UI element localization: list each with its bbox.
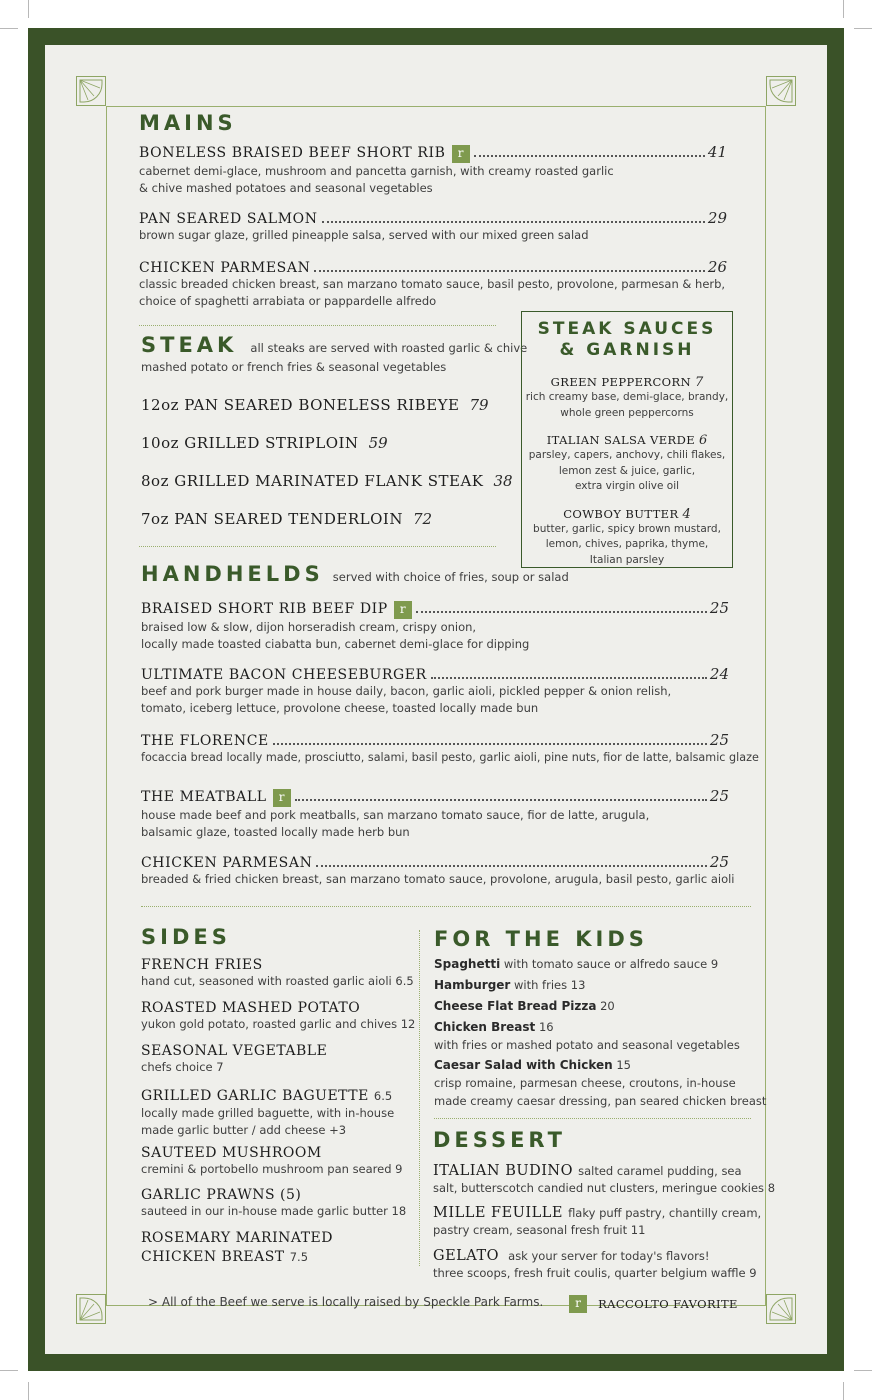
corner-ornament-icon: [76, 1294, 106, 1324]
handheld-item: [141, 665, 729, 717]
sauce-name: GREEN PEPPERCORN: [550, 375, 692, 389]
main-item: [139, 143, 727, 197]
sauces-title: STEAK SAUCES: [537, 319, 717, 339]
item-price: 79: [469, 396, 489, 414]
steak-sauces-box: [521, 311, 733, 568]
item-name: 10oz GRILLED STRIPLOIN: [141, 434, 359, 452]
item-name: CHICKEN PARMESAN: [139, 260, 311, 276]
item-price: 26: [707, 258, 727, 276]
item-desc: locally made toasted ciabatta bun, cabernet demi-glace for dipping: [141, 637, 530, 651]
crop-mark: [28, 0, 29, 18]
side-desc: hand cut, seasoned with roasted garlic aioli 6.5: [141, 974, 414, 988]
sauce-desc: lemon zest & juice, garlic,: [558, 464, 696, 477]
item-name: THE MEATBALL: [141, 789, 267, 805]
divider: [139, 325, 496, 326]
side-desc: yukon gold potato, roasted garlic and chives 12: [141, 1017, 416, 1031]
sauce-desc: whole green peppercorns: [560, 406, 694, 419]
side-name: FRENCH FRIES: [141, 957, 263, 973]
side-desc: cremini & portobello mushroom pan seared 9: [141, 1162, 403, 1176]
dessert-desc: pastry cream, seasonal fresh fruit 11: [433, 1223, 646, 1237]
handheld-item: [141, 787, 729, 841]
side-name: ROSEMARY MARINATED: [141, 1230, 333, 1246]
item-desc: cabernet demi-glace, mushroom and pancetta garnish, with creamy roasted garlic: [139, 164, 614, 178]
dessert-item: [433, 1202, 761, 1239]
item-desc: classic breaded chicken breast, san marzano tomato sauce, basil pesto, provolone, parmesan & herb,: [139, 277, 726, 291]
footer-favorite: [569, 1293, 738, 1313]
item-name: 8oz GRILLED MARINATED FLANK STEAK: [141, 472, 484, 490]
sauce-price: 4: [682, 506, 691, 522]
dessert-desc: three scoops, fresh fruit coulis, quarter belgium waffle 9: [433, 1266, 757, 1280]
leader-dots: [314, 270, 704, 272]
leader-dots: [474, 155, 705, 157]
item-desc: brown sugar glaze, grilled pineapple salsa, served with our mixed green salad: [139, 228, 589, 242]
raccolto-badge-icon: r: [569, 1295, 587, 1313]
leader-dots: [431, 677, 707, 679]
item-desc: focaccia bread locally made, prosciutto, salami, basil pesto, garlic aioli, pine nuts, fior de latte, balsamic glaze: [141, 751, 759, 764]
dessert-item: [433, 1245, 757, 1282]
handhelds-header: [141, 562, 569, 586]
handhelds-note: served with choice of fries, soup or salad: [332, 570, 569, 584]
kid-desc: 15: [616, 1058, 631, 1072]
kid-desc: 16: [538, 1020, 554, 1034]
kid-item: [434, 997, 615, 1015]
side-item: [141, 1085, 394, 1139]
sides-title: SIDES: [141, 925, 231, 949]
dessert-name: MILLE FEUILLE: [433, 1205, 563, 1221]
item-price: 29: [707, 209, 727, 227]
item-desc: breaded & fried chicken breast, san marzano tomato sauce, provolone, arugula, basil pesto, garlic aioli: [141, 872, 735, 886]
side-name: GARLIC PRAWNS (5): [141, 1187, 302, 1203]
kid-item: [434, 1056, 766, 1110]
side-price: 7.5: [289, 1250, 309, 1264]
kid-name: Spaghetti: [434, 957, 501, 971]
raccolto-badge-icon: r: [273, 789, 291, 807]
side-desc: sauteed in our in-house made garlic butter 18: [141, 1204, 407, 1218]
item-desc: beef and pork burger made in house daily, bacon, garlic aioli, pickled pepper & onion relish,: [141, 684, 672, 698]
sauce-price: 6: [699, 433, 708, 448]
sauce-item: [522, 503, 732, 569]
item-desc: balsamic glaze, toasted locally made herb bun: [141, 825, 410, 839]
steak-item: [141, 395, 489, 414]
kid-name: Caesar Salad with Chicken: [434, 1058, 613, 1072]
item-price: 24: [709, 665, 729, 683]
crop-mark: [843, 0, 844, 18]
steak-item: [141, 471, 513, 490]
dessert-name: GELATO: [433, 1248, 500, 1264]
handheld-item: [141, 853, 735, 888]
column-divider: [419, 930, 420, 1266]
item-price: 59: [368, 434, 388, 452]
sauce-name: COWBOY BUTTER: [563, 506, 679, 521]
divider: [141, 906, 751, 907]
sauce-name: ITALIAN SALSA VERDE: [546, 433, 696, 447]
kid-name: Chicken Breast: [434, 1020, 536, 1034]
main-item: [139, 258, 727, 310]
sauce-desc: Italian parsley: [589, 553, 665, 566]
crop-mark: [854, 1370, 872, 1371]
item-price: 25: [709, 787, 729, 805]
item-desc: house made beef and pork meatballs, san marzano tomato sauce, fior de latte, arugula,: [141, 808, 650, 822]
item-desc: & chive mashed potatoes and seasonal vegetables: [139, 181, 433, 195]
dessert-desc: flaky puff pastry, chantilly cream,: [568, 1206, 762, 1220]
kid-item: [434, 1018, 740, 1054]
side-desc: made garlic butter / add cheese +3: [141, 1123, 347, 1137]
side-item: [141, 1145, 403, 1178]
item-name: PAN SEARED SALMON: [139, 211, 318, 227]
crop-mark: [0, 28, 18, 29]
mains-title: MAINS: [139, 111, 237, 135]
kid-desc: with tomato sauce or alfredo sauce 9: [503, 957, 719, 971]
steak-header: [141, 333, 527, 357]
item-name: BONELESS BRAISED BEEF SHORT RIB: [139, 145, 446, 161]
raccolto-badge-icon: r: [452, 145, 470, 163]
leader-dots: [322, 221, 705, 223]
handheld-item: [141, 731, 759, 766]
crop-mark: [28, 1382, 29, 1400]
item-desc: tomato, iceberg lettuce, provolone cheese, toasted locally made bun: [141, 701, 539, 715]
kid-desc: with fries or mashed potato and seasonal vegetables: [434, 1038, 740, 1052]
corner-ornament-icon: [76, 76, 106, 106]
kid-item: [434, 976, 585, 994]
sauces-title: & GARNISH: [559, 340, 695, 360]
item-name: CHICKEN PARMESAN: [141, 855, 313, 871]
dessert-title: DESSERT: [433, 1128, 566, 1152]
item-name: THE FLORENCE: [141, 733, 269, 749]
kid-desc: with fries 13: [514, 978, 586, 992]
side-name: SAUTEED MUSHROOM: [141, 1145, 322, 1161]
kid-name: Cheese Flat Bread Pizza: [434, 999, 597, 1013]
divider: [139, 546, 496, 547]
kid-desc: crisp romaine, parmesan cheese, croutons, in-house: [434, 1076, 736, 1090]
main-item: [139, 209, 727, 244]
crop-mark: [843, 1382, 844, 1400]
sauce-item: [522, 371, 732, 421]
item-price: 41: [707, 143, 727, 161]
side-item: [141, 1230, 333, 1266]
item-price: 25: [709, 599, 729, 617]
steak-note: all steaks are served with roasted garlic & chive: [250, 341, 528, 355]
footer-note: > All of the Beef we serve is locally raised by Speckle Park Farms.: [148, 1295, 544, 1309]
kid-name: Hamburger: [434, 978, 511, 992]
side-desc: chefs choice 7: [141, 1060, 224, 1074]
side-desc: locally made grilled baguette, with in-house: [141, 1106, 395, 1120]
side-name: ROASTED MASHED POTATO: [141, 1000, 361, 1016]
sauce-item: [522, 429, 732, 495]
dessert-name: ITALIAN BUDINO: [433, 1163, 574, 1179]
item-desc: choice of spaghetti arrabiata or pappardelle alfredo: [139, 294, 437, 308]
kid-desc: 20: [600, 999, 615, 1013]
side-item: [141, 1000, 415, 1033]
steak-note: mashed potato or french fries & seasonal vegetables: [141, 360, 447, 374]
dessert-desc: salt, butterscotch candied nut clusters, meringue cookies 8: [433, 1181, 776, 1195]
kid-item: [434, 955, 718, 973]
side-item: [141, 1043, 327, 1076]
side-name: SEASONAL VEGETABLE: [141, 1043, 328, 1059]
item-name: 12oz PAN SEARED BONELESS RIBEYE: [141, 396, 460, 414]
leader-dots: [273, 743, 707, 745]
side-name: CHICKEN BREAST: [141, 1249, 285, 1265]
leader-dots: [295, 799, 707, 801]
item-name: ULTIMATE BACON CHEESEBURGER: [141, 667, 427, 683]
steak-title: STEAK: [141, 333, 238, 357]
divider: [434, 1118, 751, 1119]
side-item: [141, 957, 414, 990]
leader-dots: [416, 611, 707, 613]
sauce-desc: lemon, chives, paprika, thyme,: [545, 538, 709, 550]
item-price: 38: [493, 472, 513, 490]
dessert-desc: ask your server for today's flavors!: [508, 1249, 710, 1263]
item-name: BRAISED SHORT RIB BEEF DIP: [141, 601, 388, 617]
leader-dots: [316, 865, 706, 867]
steak-item: [141, 509, 432, 528]
corner-ornament-icon: [766, 76, 796, 106]
dessert-desc: salted caramel pudding, sea: [578, 1164, 742, 1178]
sauce-price: 7: [695, 375, 704, 390]
handheld-item: [141, 599, 729, 653]
sauce-desc: rich creamy base, demi-glace, brandy,: [525, 391, 729, 403]
crop-mark: [0, 1370, 18, 1371]
kids-title: FOR THE KIDS: [434, 927, 648, 951]
steak-item: [141, 433, 388, 452]
item-price: 25: [709, 731, 729, 749]
raccolto-badge-icon: r: [394, 601, 412, 619]
item-desc: braised low & slow, dijon horseradish cream, crispy onion,: [141, 620, 477, 634]
sauce-desc: butter, garlic, spicy brown mustard,: [533, 522, 721, 535]
handhelds-title: HANDHELDS: [141, 562, 324, 586]
favorite-label: RACCOLTO FAVORITE: [598, 1297, 738, 1311]
sauce-desc: parsley, capers, anchovy, chili flakes,: [528, 449, 726, 461]
side-price: 6.5: [373, 1089, 393, 1103]
item-price: 72: [412, 510, 433, 528]
crop-mark: [854, 28, 872, 29]
corner-ornament-icon: [766, 1294, 796, 1324]
side-item: [141, 1187, 406, 1220]
side-name: GRILLED GARLIC BAGUETTE: [141, 1088, 369, 1104]
dessert-item: [433, 1160, 775, 1197]
item-price: 25: [709, 853, 729, 871]
kid-desc: made creamy caesar dressing, pan seared chicken breast: [434, 1094, 767, 1108]
item-name: 7oz PAN SEARED TENDERLOIN: [141, 510, 403, 528]
sauce-desc: extra virgin olive oil: [574, 480, 680, 492]
